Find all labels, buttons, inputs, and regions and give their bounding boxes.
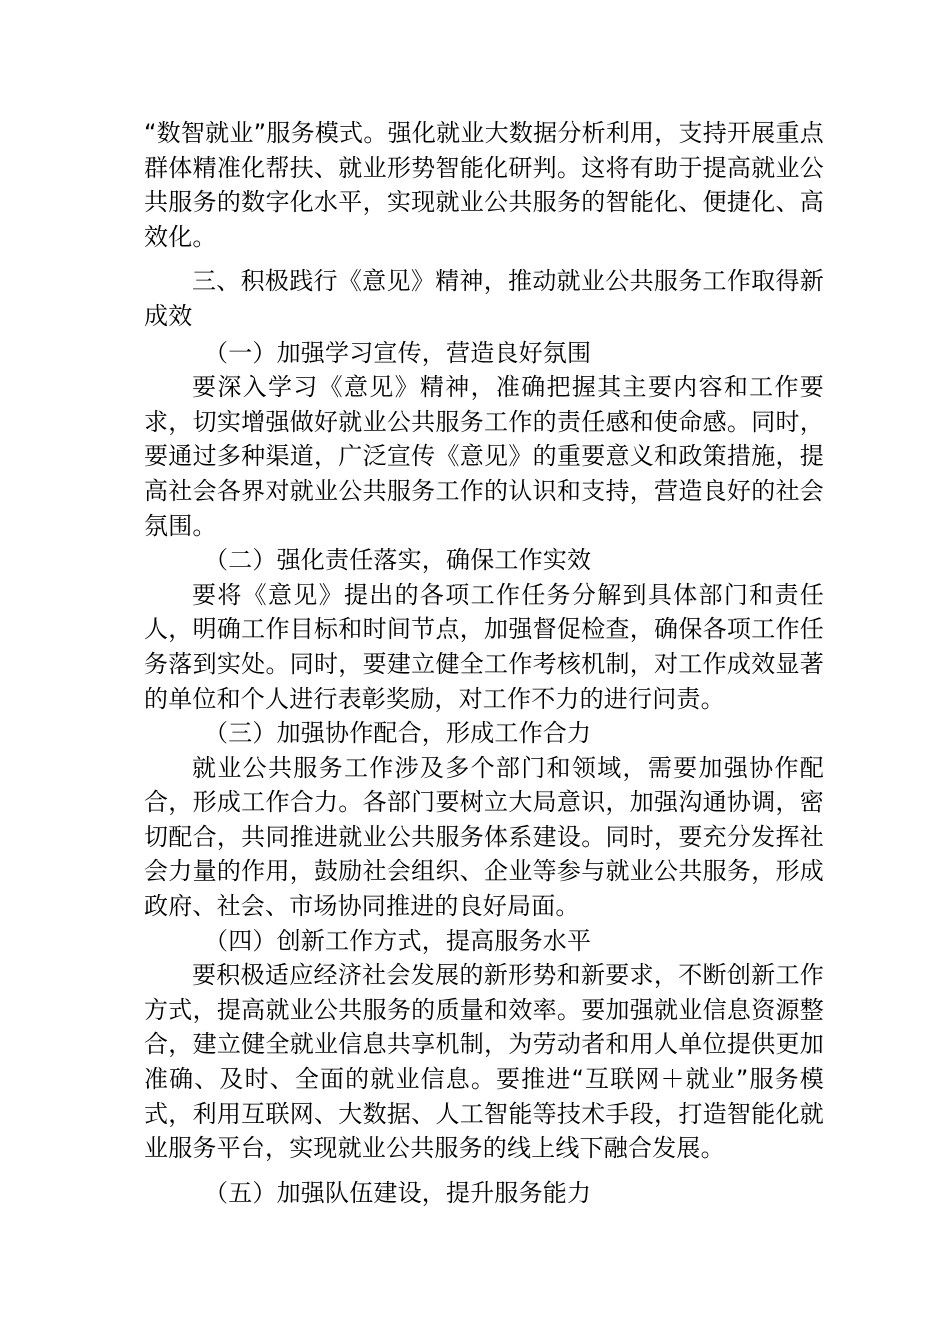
item-body-3: 就业公共服务工作涉及多个部门和领域，需要加强协作配合，形成工作合力。各部门要树立大局意识，加强沟通协调，密切配合，共同推进就业公共服务体系建设。同时，要充分发挥社会力量的作用，鼓励社会组织、企业等参与就业公共服务，形成政府、社会、市场协同推进的良好局面。 — [144, 753, 824, 921]
item-heading-1: （一）加强学习宣传，营造良好氛围 — [204, 338, 592, 367]
section-heading-3: 三、积极践行《意见》精神，推动就业公共服务工作取得新成效 — [144, 267, 824, 330]
paragraph-continuation: “数智就业”服务模式。强化就业大数据分析利用，支持开展重点群体精准化帮扶、就业形势智能化研判。这将有助于提高就业公共服务的数字化水平，实现就业公共服务的智能化、便捷化、高效化。 — [144, 119, 824, 251]
item-heading-4: （四）创新工作方式，提高服务水平 — [204, 926, 592, 955]
item-heading-2: （二）强化责任落实，确保工作实效 — [204, 546, 592, 575]
item-heading-5: （五）加强队伍建设，提升服务能力 — [204, 1178, 592, 1207]
item-body-4: 要积极适应经济社会发展的新形势和新要求，不断创新工作方式，提高就业公共服务的质量和效率。要加强就业信息资源整合，建立健全就业信息共享机制，为劳动者和用人单位提供更加准确、及时、全面的就业信息。要推进“互联网＋就业”服务模式，利用互联网、大数据、人工智能等技术手段，打造智能化就业服务平台，实现就业公共服务的线上线下融合发展。 — [144, 961, 824, 1163]
document-page — [144, 116, 824, 1210]
item-body-2: 要将《意见》提出的各项工作任务分解到具体部门和责任人，明确工作目标和时间节点，加强督促检查，确保各项工作任务落到实处。同时，要建立健全工作考核机制，对工作成效显著的单位和个人进行表彰奖励，对工作不力的进行问责。 — [144, 580, 824, 713]
item-heading-3: （三）加强协作配合，形成工作合力 — [204, 719, 592, 748]
item-body-1: 要深入学习《意见》精神，准确把握其主要内容和工作要求，切实增强做好就业公共服务工作的责任感和使命感。同时，要通过多种渠道，广泛宣传《意见》的重要意义和政策措施，提高社会各界对就业公共服务工作的认识和支持，营造良好的社会氛围。 — [144, 373, 824, 540]
